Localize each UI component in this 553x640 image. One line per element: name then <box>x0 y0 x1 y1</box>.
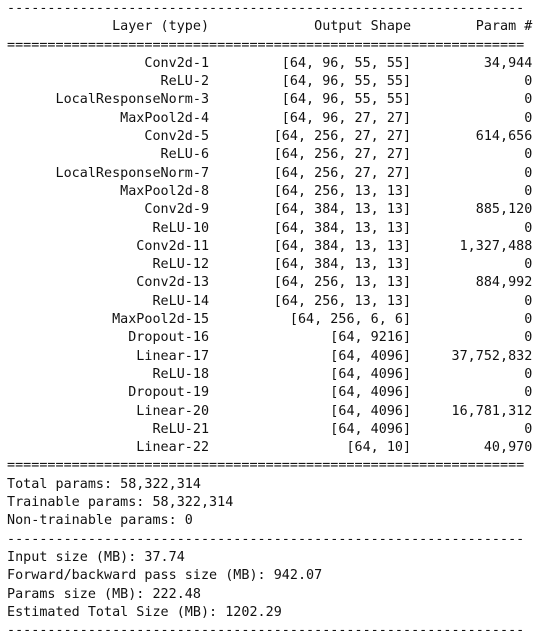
layer-layer-cell: ReLU-10 <box>7 220 210 236</box>
layer-layer-cell: Linear-17 <box>7 348 210 364</box>
layer-param-cell: 0 <box>411 110 533 126</box>
layer-row <box>7 293 553 311</box>
layer-row <box>7 110 553 128</box>
params-size: Params size (MB): 222.48 <box>7 586 201 602</box>
rule-mid: ---------------------------------------------------------------- <box>7 531 525 547</box>
layer-shape-cell: [64, 256, 27, 27] <box>209 129 412 145</box>
total-params: Total params: 58,322,314 <box>7 476 201 492</box>
layer-param-cell: 0 <box>411 312 533 328</box>
layer-param-cell: 34,944 <box>411 55 533 71</box>
layer-shape-cell: [64, 4096] <box>209 366 412 382</box>
layer-row <box>7 91 553 109</box>
layer-shape-cell: [64, 256, 13, 13] <box>209 183 412 199</box>
layer-row <box>7 348 553 366</box>
layer-layer-cell: Dropout-19 <box>7 385 210 401</box>
layer-row <box>7 403 553 421</box>
layer-layer-cell: Conv2d-13 <box>7 275 210 291</box>
layer-shape-cell: [64, 4096] <box>209 403 412 419</box>
layer-shape-cell: [64, 256, 13, 13] <box>209 293 412 309</box>
layer-row <box>7 55 553 73</box>
layer-param-cell: 37,752,832 <box>411 348 533 364</box>
rule-top: ---------------------------------------------------------------- <box>7 1 525 16</box>
layer-param-cell: 40,970 <box>411 440 533 456</box>
layer-shape-cell: [64, 96, 27, 27] <box>209 110 412 126</box>
layer-param-cell: 0 <box>411 421 533 437</box>
layer-layer-cell: ReLU-21 <box>7 421 210 437</box>
layer-layer-cell: ReLU-2 <box>7 74 210 90</box>
layer-layer-cell: Dropout-16 <box>7 330 210 346</box>
layer-layer-cell: LocalResponseNorm-3 <box>7 92 210 108</box>
layer-row <box>7 366 553 384</box>
layer-row <box>7 128 553 146</box>
layer-shape-cell: [64, 4096] <box>209 385 412 401</box>
layer-param-cell: 0 <box>411 183 533 199</box>
layer-row <box>7 439 553 457</box>
layer-param-cell: 16,781,312 <box>411 403 533 419</box>
layer-layer-cell: Conv2d-1 <box>7 55 210 71</box>
rule-header: ================================================================ <box>7 37 525 53</box>
layer-row <box>7 201 553 219</box>
layer-layer-cell: Conv2d-9 <box>7 202 210 218</box>
layer-shape-cell: [64, 384, 13, 13] <box>209 238 412 254</box>
layer-layer-cell: ReLU-18 <box>7 366 210 382</box>
layer-param-cell: 0 <box>411 220 533 236</box>
layer-param-cell: 0 <box>411 366 533 382</box>
layer-param-cell: 0 <box>411 92 533 108</box>
layer-layer-cell: Conv2d-5 <box>7 129 210 145</box>
layer-layer-cell: MaxPool2d-8 <box>7 183 210 199</box>
layer-row <box>7 146 553 164</box>
rule-bottom: ---------------------------------------------------------------- <box>7 623 525 639</box>
header-param: Param # <box>411 19 533 35</box>
layer-row <box>7 311 553 329</box>
layer-param-cell: 0 <box>411 330 533 346</box>
layer-shape-cell: [64, 4096] <box>209 421 412 437</box>
layer-layer-cell: Linear-22 <box>7 440 210 456</box>
layer-shape-cell: [64, 10] <box>209 440 412 456</box>
layer-layer-cell: ReLU-12 <box>7 257 210 273</box>
layer-param-cell: 0 <box>411 147 533 163</box>
layer-layer-cell: MaxPool2d-15 <box>7 312 210 328</box>
layer-shape-cell: [64, 256, 27, 27] <box>209 165 412 181</box>
layer-param-cell: 885,120 <box>411 202 533 218</box>
layer-row <box>7 73 553 91</box>
layer-row <box>7 329 553 347</box>
layer-row <box>7 274 553 292</box>
layer-shape-cell: [64, 9216] <box>209 330 412 346</box>
layer-shape-cell: [64, 384, 13, 13] <box>209 220 412 236</box>
layer-row <box>7 384 553 402</box>
layer-layer-cell: ReLU-6 <box>7 147 210 163</box>
layer-param-cell: 0 <box>411 165 533 181</box>
layer-param-cell: 884,992 <box>411 275 533 291</box>
header-shape: Output Shape <box>209 19 412 35</box>
layer-param-cell: 0 <box>411 385 533 401</box>
layer-row <box>7 256 553 274</box>
header-row <box>7 18 553 36</box>
layer-param-cell: 0 <box>411 74 533 90</box>
layer-shape-cell: [64, 96, 55, 55] <box>209 55 412 71</box>
estimated-total-size: Estimated Total Size (MB): 1202.29 <box>7 604 282 620</box>
rule-body: ================================================================ <box>7 458 525 474</box>
layer-row <box>7 165 553 183</box>
layer-shape-cell: [64, 256, 27, 27] <box>209 147 412 163</box>
trainable-params: Trainable params: 58,322,314 <box>7 495 234 511</box>
layer-param-cell: 0 <box>411 293 533 309</box>
header-layer: Layer (type) <box>7 19 210 35</box>
layer-layer-cell: ReLU-14 <box>7 293 210 309</box>
input-size: Input size (MB): 37.74 <box>7 549 185 565</box>
layer-param-cell: 614,656 <box>411 129 533 145</box>
layer-shape-cell: [64, 384, 13, 13] <box>209 257 412 273</box>
layer-row <box>7 220 553 238</box>
layer-row <box>7 421 553 439</box>
non-trainable-params: Non-trainable params: 0 <box>7 513 193 529</box>
layer-layer-cell: LocalResponseNorm-7 <box>7 165 210 181</box>
layer-row <box>7 183 553 201</box>
layer-param-cell: 1,327,488 <box>411 238 533 254</box>
layer-shape-cell: [64, 256, 13, 13] <box>209 275 412 291</box>
layer-shape-cell: [64, 384, 13, 13] <box>209 202 412 218</box>
layer-shape-cell: [64, 96, 55, 55] <box>209 92 412 108</box>
layer-shape-cell: [64, 96, 55, 55] <box>209 74 412 90</box>
layer-row <box>7 238 553 256</box>
layer-layer-cell: MaxPool2d-4 <box>7 110 210 126</box>
layer-shape-cell: [64, 256, 6, 6] <box>209 312 412 328</box>
layer-layer-cell: Linear-20 <box>7 403 210 419</box>
layer-layer-cell: Conv2d-11 <box>7 238 210 254</box>
layer-shape-cell: [64, 4096] <box>209 348 412 364</box>
layer-param-cell: 0 <box>411 257 533 273</box>
layer-rows <box>7 55 553 458</box>
forward-backward-size: Forward/backward pass size (MB): 942.07 <box>7 568 323 584</box>
